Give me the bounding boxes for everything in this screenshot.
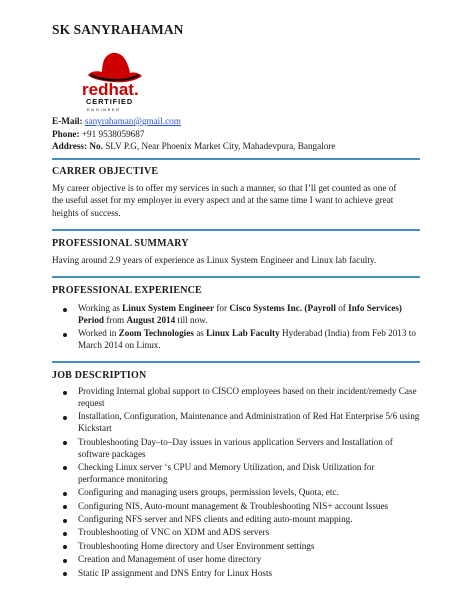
address-label: Address: No. (52, 141, 103, 152)
job-item-text: Checking Linux server ‘s CPU and Memory Utilization, and Disk Utilization for performance monitoring (78, 461, 375, 484)
exp1-text: for (214, 303, 230, 313)
job-item-text: Troubleshooting of VNC on XDM and ADS servers (78, 527, 270, 538)
job-item-text: Configuring NIS, Auto-mount management & Troubleshooting NIS+ account Issues (78, 500, 389, 511)
job-item-text: Configuring and managing users groups, permission levels, Quota, etc. (78, 487, 339, 498)
exp2-role: Linux Lab Faculty (206, 328, 280, 339)
experience-heading: PROFESSIONAL EXPERIENCE (52, 285, 202, 296)
job-item (52, 554, 420, 566)
bullet-icon (63, 559, 67, 563)
bullet-icon (63, 572, 67, 576)
exp2-text: Hyderabad (India) from Feb 2013 to March 2014 on Linux. (78, 328, 416, 351)
job-item-text: Creation and Management of user home directory (78, 554, 262, 565)
exp1-role: Linux System Engineer (122, 303, 215, 313)
exp2-text: as (193, 328, 207, 339)
job-item (52, 411, 420, 435)
section-divider (52, 229, 420, 231)
summary-text: Having around 2.9 years of experience as Linux System Engineer and Linux lab faculty. (52, 255, 377, 265)
redhat-certified-engineer-logo (78, 48, 154, 114)
address-line (52, 140, 336, 153)
section-divider (52, 158, 420, 160)
bullet-icon (63, 441, 67, 445)
job-item (52, 487, 420, 499)
job-item-text: Troubleshooting Day–to–Day issues in various application Servers and Installation of software packages (78, 436, 393, 459)
experience-item (52, 328, 420, 352)
job-item (52, 462, 420, 486)
job-item-text: Installation, Configuration, Maintenance and Administration of Red Hat Enterprise 5/6 using Kickstart (78, 411, 420, 434)
bullet-icon (63, 545, 67, 549)
job-item-text: Troubleshooting Home directory and User Environment settings (78, 540, 315, 551)
job-item (52, 514, 420, 526)
experience-item (52, 303, 420, 327)
summary-heading: PROFESSIONAL SUMMARY (52, 238, 189, 249)
job-item (52, 437, 420, 461)
job-item-text: Static IP assignment and DNS Entry for Linux Hosts (78, 567, 273, 578)
candidate-name: SK SANYRAHAMAN (52, 22, 184, 37)
job-item-text: Providing Internal global support to CISCO employees based on their incident/remedy Case request (78, 386, 417, 408)
phone-label: Phone: (52, 128, 80, 139)
section-divider (52, 361, 420, 363)
certified-label: CERTIFIED (86, 97, 134, 106)
email-line (52, 115, 336, 128)
exp1-company: Cisco Systems Inc. (229, 303, 303, 313)
exp1-period-label: Period (78, 314, 105, 325)
bullet-icon (63, 505, 67, 509)
job-description-heading: JOB DESCRIPTION (52, 370, 147, 381)
section-divider (52, 276, 420, 278)
bullet-icon (63, 466, 67, 470)
bullet-icon (63, 391, 67, 395)
job-item (52, 501, 420, 513)
bullet-icon (63, 416, 67, 420)
bullet-icon (63, 333, 67, 337)
bullet-icon (63, 532, 67, 536)
redhat-wordmark: redhat. (82, 80, 139, 99)
exp1-text: of (335, 303, 349, 313)
exp1-payroll: (Payroll (304, 303, 336, 313)
job-item-text: Configuring NFS server and NFS clients and editing auto-mount mapping. (78, 514, 353, 525)
objective-text: My career objective is to offer my services in such a manner, so that I’ll get counted as one of the useful asset for my employer in every aspect and at the same time I want to achieve great heights of success. (52, 183, 397, 218)
phone-line (52, 128, 336, 141)
redhat-hat-icon (88, 53, 142, 82)
job-item (52, 568, 420, 580)
exp1-text: Working as (78, 303, 123, 313)
exp2-company: Zoom Technologies (118, 328, 194, 339)
email-link[interactable]: sanyrahaman@gmail.com (84, 116, 181, 126)
address-value: SLV P.G, Near Phoenix Market City, Mahadevpura, Bangalore (105, 141, 336, 152)
exp1-text: till now. (175, 314, 208, 325)
email-label: E-Mail: (52, 116, 83, 126)
exp2-text: Worked in (78, 328, 119, 339)
job-description-list (52, 386, 420, 581)
experience-list (52, 303, 420, 354)
engineer-label: ENGINEER (87, 107, 121, 112)
contact-block (52, 115, 336, 153)
exp1-payroll-company: Info Services) (348, 303, 402, 313)
exp1-text: from (104, 314, 127, 325)
job-item (52, 541, 420, 553)
job-item (52, 527, 420, 539)
job-item (52, 386, 420, 410)
exp1-start-date: August 2014 (126, 314, 176, 325)
objective-heading: CARRER OBJECTIVE (52, 166, 159, 177)
bullet-icon (63, 492, 67, 496)
phone-value: +91 9538059687 (81, 128, 145, 139)
bullet-icon (63, 308, 67, 312)
bullet-icon (63, 519, 67, 523)
